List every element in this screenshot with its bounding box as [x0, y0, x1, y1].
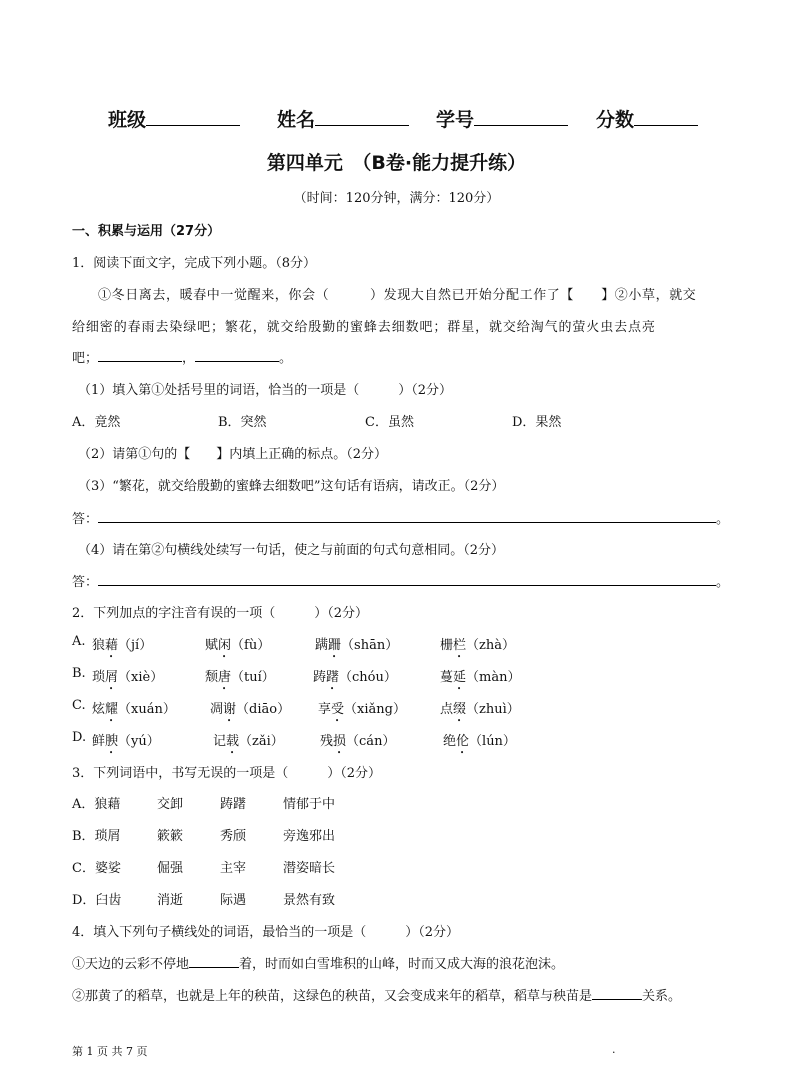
q2-dotted-char: 栏: [453, 638, 467, 653]
q2-dotted-char: 受: [331, 702, 345, 717]
class-blank[interactable]: [146, 107, 240, 126]
q2-pinyin: （diāo）: [236, 702, 291, 717]
q1-answer-label-3: 答：: [72, 512, 99, 527]
name-label: 姓名: [277, 109, 316, 131]
q2-pinyin: （chóu）: [339, 670, 397, 685]
q2-word-char: 炫: [92, 702, 106, 717]
section-heading: 一、积累与运用（27分）: [72, 224, 221, 239]
q2-word: [205, 666, 275, 693]
q3-word: 交卸: [157, 797, 184, 812]
q1-sub4: （4）请在第②句横线处续写一句话，使之与前面的句式句意相同。（2分）: [78, 543, 505, 558]
q2-word-char: 蹒: [315, 638, 329, 653]
q3-stem: 3．下列词语中，书写无误的一项是（ ）（2分）: [72, 766, 382, 781]
q1-blank-1[interactable]: [98, 349, 182, 362]
q1-option-b[interactable]: B．突然: [218, 415, 267, 430]
student-id-blank[interactable]: [474, 107, 568, 126]
q2-word-char: 点: [440, 702, 454, 717]
q3-word: 景然有致: [283, 893, 336, 908]
q1-passage-end: 。: [279, 351, 293, 366]
q3-word: 主宰: [220, 861, 247, 876]
q3-word: 簌簌: [157, 829, 184, 844]
q3-option-label[interactable]: C．婆娑: [72, 861, 121, 876]
q2-pinyin: （fù）: [231, 638, 271, 653]
q2-word-char: 颓: [205, 670, 219, 685]
score-field: [596, 105, 698, 132]
q2-option-label[interactable]: C.: [72, 698, 86, 713]
q2-word: [320, 730, 395, 757]
q1-passage-line2: 给细密的春雨去染绿吧；繁花，就交给殷勤的蜜蜂去细数吧；群星，就交给淘气的萤火虫去点亮: [72, 320, 656, 335]
q2-word: [440, 666, 520, 693]
q2-dotted-char: 延: [453, 670, 467, 685]
q2-pinyin: （xiè）: [118, 670, 164, 685]
q2-pinyin: （zǎi）: [239, 734, 284, 749]
q4-stem: 4．填入下列句子横线处的词语，最恰当的一项是（ ）（2分）: [72, 925, 460, 940]
q2-word-char: 凋: [210, 702, 224, 717]
page-number: 第 1 页 共 7 页: [72, 1045, 148, 1058]
q2-word-char: 赋: [205, 638, 219, 653]
name-blank[interactable]: [315, 107, 409, 126]
q2-word-char: 栅: [440, 638, 454, 653]
q1-sub1: （1）填入第①处括号里的词语，恰当的一项是（ ）（2分）: [78, 383, 453, 398]
q4-blank-2[interactable]: [592, 987, 642, 1000]
q2-word-char: 踌: [313, 670, 327, 685]
name-field: [277, 105, 409, 132]
q1-option-d[interactable]: D．果然: [512, 415, 562, 430]
q2-word: [440, 634, 515, 661]
q1-passage-line1: ①冬日离去，暖春中一觉醒来，你会（ ）发现大自然已开始分配工作了【 】②小草，就交: [98, 288, 697, 303]
q2-word: [443, 730, 516, 757]
q3-word: 情郁于中: [283, 797, 336, 812]
q1-answer-label-4: 答：: [72, 575, 99, 590]
q2-word-char: 狼: [92, 638, 106, 653]
q1-answer-end-3: 。: [716, 512, 730, 527]
class-field: [108, 105, 240, 132]
q2-pinyin: （jí）: [118, 638, 153, 653]
q1-passage-start: 吧；: [72, 351, 99, 366]
q2-word: [92, 666, 163, 693]
q3-option-label[interactable]: D．臼齿: [72, 893, 122, 908]
q2-dotted-char: 躇: [326, 670, 340, 685]
q2-pinyin: （cán）: [346, 734, 396, 749]
q1-sub3: （3）“繁花，就交给殷勤的蜜蜂去细数吧”这句话有语病，请改正。（2分）: [78, 479, 505, 494]
q2-word: [313, 666, 397, 693]
student-id-label: 学号: [436, 109, 475, 131]
student-id-field: [436, 105, 568, 132]
q2-word: [92, 634, 152, 661]
q2-word-char: 残: [320, 734, 334, 749]
q2-word: [92, 698, 176, 725]
footer-dot: .: [612, 1043, 616, 1056]
q2-option-label[interactable]: A.: [72, 634, 86, 649]
q3-option-label[interactable]: A．狼藉: [72, 797, 121, 812]
q3-word: 消逝: [157, 893, 184, 908]
q2-dotted-char: 谢: [223, 702, 237, 717]
q2-dotted-char: 唐: [218, 670, 232, 685]
q2-word-char: 鲜: [92, 734, 106, 749]
q2-dotted-char: 损: [333, 734, 347, 749]
q2-pinyin: （lún）: [469, 734, 516, 749]
q1-option-a[interactable]: A．竟然: [72, 415, 121, 430]
q1-answer-line-4[interactable]: [98, 585, 716, 586]
q2-pinyin: （yú）: [118, 734, 160, 749]
q2-pinyin: （màn）: [466, 670, 521, 685]
q1-option-c[interactable]: C．虽然: [365, 415, 414, 430]
page-title: 第四单元 （B卷·能力提升练）: [266, 152, 527, 174]
q2-word: [205, 634, 270, 661]
q2-word: [213, 730, 284, 757]
q2-dotted-char: 闲: [218, 638, 232, 653]
q1-passage-comma: ，: [182, 351, 196, 366]
q2-word: [315, 634, 398, 661]
q2-dotted-char: 缀: [453, 702, 467, 717]
q2-word: [318, 698, 406, 725]
q2-dotted-char: 藉: [105, 638, 119, 653]
q2-dotted-char: 跚: [328, 638, 342, 653]
q3-word: 际遇: [220, 893, 247, 908]
q2-pinyin: （xuán）: [118, 702, 176, 717]
q2-pinyin: （shān）: [341, 638, 399, 653]
q4-sentence-2: [72, 985, 681, 1004]
q4-s2-start: ②那黄了的稻草，也就是上年的秧苗，这绿色的秧苗，又会变成来年的稻草，稻草与秧苗是: [72, 989, 593, 1004]
q2-word: [440, 698, 520, 725]
class-label: 班级: [108, 109, 147, 131]
q3-word: 倔强: [157, 861, 184, 876]
q2-pinyin: （xiǎng）: [344, 702, 406, 717]
q3-word: 潜姿暗长: [283, 861, 336, 876]
q4-s1-end: 着，时而如白雪堆积的山峰，时而又成大海的浪花泡沫。: [239, 957, 565, 972]
q3-option-label[interactable]: B．琐屑: [72, 829, 121, 844]
q2-stem: 2．下列加点的字注音有误的一项（ ）（2分）: [72, 606, 369, 621]
q1-answer-end-4: 。: [716, 575, 730, 590]
q2-dotted-char: 耀: [105, 702, 119, 717]
q2-option-label[interactable]: B.: [72, 666, 86, 681]
q2-dotted-char: 伦: [456, 734, 470, 749]
q2-word-char: 绝: [443, 734, 457, 749]
page-subtitle: （时间：120分钟，满分：120分）: [293, 191, 500, 206]
q1-stem: 1．阅读下面文字，完成下列小题。（8分）: [72, 256, 317, 271]
q4-s1-start: ①天边的云彩不停地: [72, 957, 190, 972]
q1-passage-line3: [72, 347, 292, 366]
score-label: 分数: [596, 109, 635, 131]
q4-s2-end: 关系。: [642, 989, 682, 1004]
q2-option-label[interactable]: D.: [72, 730, 87, 745]
q2-pinyin: （zhuì）: [466, 702, 520, 717]
q2-dotted-char: 屑: [105, 670, 119, 685]
q1-answer-line-3[interactable]: [98, 522, 716, 523]
q4-blank-1[interactable]: [189, 955, 239, 968]
q4-sentence-1: [72, 953, 564, 972]
q2-word-char: 享: [318, 702, 332, 717]
q3-word: 旁逸邪出: [283, 829, 336, 844]
score-blank[interactable]: [634, 107, 698, 126]
q2-word-char: 记: [213, 734, 227, 749]
q2-word-char: 蔓: [440, 670, 454, 685]
q2-word: [210, 698, 290, 725]
q3-word: 秀颀: [220, 829, 247, 844]
q2-word-char: 琐: [92, 670, 106, 685]
q2-word: [92, 730, 160, 757]
q1-blank-2[interactable]: [195, 349, 279, 362]
q2-pinyin: （tuí）: [231, 670, 275, 685]
q2-pinyin: （zhà）: [466, 638, 516, 653]
q2-dotted-char: 载: [226, 734, 240, 749]
q3-word: 踌躇: [220, 797, 247, 812]
q2-dotted-char: 腴: [105, 734, 119, 749]
q1-sub2: （2）请第①句的【 】内填上正确的标点。（2分）: [78, 447, 388, 462]
